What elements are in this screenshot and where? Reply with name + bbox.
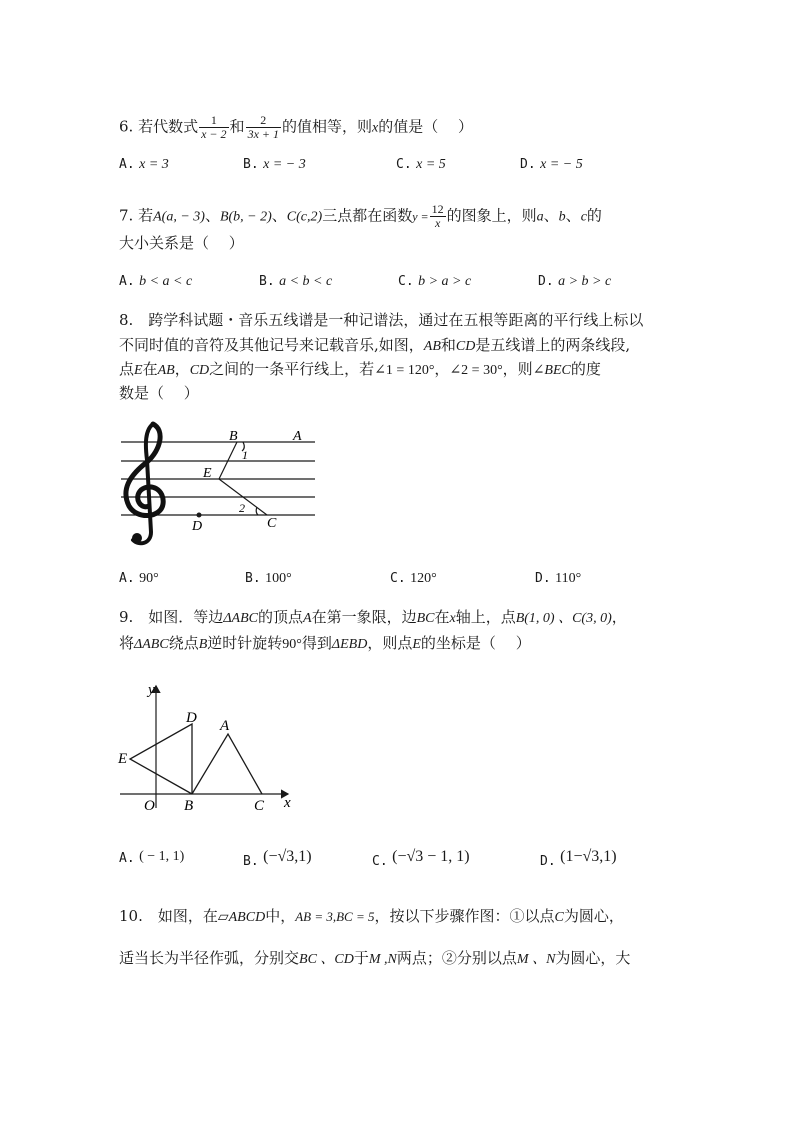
q8-stem-line-4: 数是（ ） [119, 384, 199, 402]
q7-point-b: B(b, − 2) [219, 209, 272, 225]
q8-option-a[interactable] [119, 568, 159, 589]
q7-number: 7. [119, 206, 134, 225]
q7-function-denominator: x [434, 216, 441, 230]
q8-text: 在 [142, 360, 158, 378]
q7-separator: 、 [565, 206, 581, 225]
q8-segment-ab: AB [423, 339, 441, 354]
q7-stem-line-2: 大小关系是（ ） [119, 234, 244, 252]
label-angle-1: 1 [242, 448, 248, 462]
option-label: B. [243, 854, 259, 869]
q6-text-2: 和 [229, 117, 245, 136]
option-text: x = − 3 [263, 157, 306, 172]
label-y: y [148, 682, 155, 698]
q6-text-1: 若代数式 [138, 117, 199, 136]
q8-point-e: E [134, 363, 143, 378]
q9-vertex-b: B [198, 637, 208, 652]
option-label: B. [259, 274, 275, 289]
option-label: A. [119, 157, 135, 172]
label-b: B [229, 429, 238, 444]
q10-parallelogram: ▱ABCD [217, 910, 266, 925]
q10-text: 于 [353, 949, 369, 967]
q9-text: 在第一象限，边 [311, 608, 417, 626]
q8-segment-cd: CD [189, 363, 210, 378]
q8-staff-figure [115, 420, 325, 550]
q7-var-a: a [536, 209, 544, 225]
q9-option-a[interactable] [119, 847, 184, 869]
q10-text: 适当长为半径作弧，分别交 [119, 949, 300, 967]
q10-text: 为圆心， [563, 907, 624, 925]
q6-fraction-2-numerator: 2 [246, 114, 281, 128]
q10-text: ，按以下步骤作图： [374, 907, 510, 925]
q10-text: 为圆心，大 [555, 949, 631, 967]
q9-text: 的坐标是（ ） [420, 634, 531, 652]
q8-segment-ab: AB [157, 363, 175, 378]
option-text: (1−√3,1) [560, 848, 617, 865]
option-label: D. [535, 571, 551, 586]
q6-text-3: 的值相等，则 [282, 117, 373, 136]
q10-points-mn: M 、N [516, 952, 556, 967]
q10-given: AB = 3,BC = 5 [295, 909, 375, 924]
q9-triangle-ebd: ΔEBD [331, 637, 368, 652]
option-text: x = 5 [416, 157, 446, 172]
q10-stem-line-2 [119, 947, 630, 971]
q10-text: 10. 如图，在 [119, 907, 218, 925]
q7-var-b: b [558, 209, 566, 225]
q8-segment-cd: CD [455, 339, 476, 354]
q8-target-angle: ∠BEC [532, 363, 571, 378]
q7-point-a: A(a, − 3) [153, 209, 205, 225]
q9-triangles [130, 724, 262, 794]
q9-triangle-abc: ΔABC [134, 637, 169, 652]
q9-stem-line-2 [119, 632, 531, 656]
q10-points-mn: M ,N [368, 952, 397, 967]
q8-stem-line-2 [119, 334, 630, 358]
q6-variable: x [372, 120, 379, 136]
q6-option-d[interactable] [520, 154, 583, 175]
label-a: A [220, 718, 230, 734]
q8-angle-1: ∠1 = 120° [374, 363, 435, 378]
q9-points: B(1, 0) 、C(3, 0) [515, 611, 612, 626]
option-text: x = 3 [139, 157, 169, 172]
option-label: D. [540, 854, 556, 869]
q7-point-c: C(c,2) [286, 209, 323, 225]
q7-separator: 、 [204, 206, 220, 225]
q9-vertex-e: E [412, 637, 421, 652]
label-e: E [203, 466, 212, 481]
q8-text: ， [434, 360, 450, 378]
triangle-ebd [130, 724, 192, 794]
q8-text: 是五线谱上的两条线段, [475, 336, 631, 354]
q8-text: ， [174, 360, 190, 378]
q9-text: 的顶点 [257, 608, 303, 626]
q10-text: 中， [265, 907, 296, 925]
q9-text: 在 [434, 608, 450, 626]
option-text: x = − 5 [540, 157, 583, 172]
q9-text: 绕点 [168, 634, 199, 652]
q7-text-2: 三点都在函数 [322, 206, 413, 225]
option-label: B. [243, 157, 259, 172]
q9-text: 将 [119, 634, 135, 652]
option-text: b < a < c [139, 274, 193, 289]
q7-text-1: 若 [138, 206, 154, 225]
q7-function-fraction [430, 203, 446, 230]
q8-text: ，则 [502, 360, 533, 378]
q7-text-4: 的 [586, 206, 602, 225]
q6-text-4: 的值是（ ） [378, 117, 474, 136]
option-text: b > a > c [418, 274, 472, 289]
q9-option-d[interactable] [540, 847, 617, 872]
label-o: O [144, 798, 155, 814]
option-label: A. [119, 851, 135, 866]
q7-var-c: c [580, 209, 587, 225]
option-text: a < b < c [279, 274, 333, 289]
label-d: D [186, 710, 197, 726]
q7-option-c[interactable] [398, 271, 471, 292]
q8-angle-2: ∠2 = 30° [449, 363, 503, 378]
q9-coordinate-figure [112, 676, 302, 814]
q7-stem-line-1 [119, 203, 602, 230]
q9-degree: 90° [282, 637, 302, 652]
q9-axis-x: x [449, 611, 456, 626]
q9-vertex-a: A [303, 611, 312, 626]
q7-option-a[interactable] [119, 271, 192, 292]
q9-text: 轴上，点 [455, 608, 516, 626]
triangle-abc [192, 734, 262, 794]
label-c: C [267, 516, 277, 531]
q8-option-b[interactable] [245, 568, 292, 589]
label-e: E [118, 751, 128, 767]
q7-separator: 、 [271, 206, 287, 225]
label-angle-2: 2 [239, 501, 245, 515]
point-d-dot [197, 513, 202, 518]
q8-option-c[interactable] [390, 568, 437, 589]
q8-text: 和 [440, 336, 456, 354]
q9-text: ，则点 [367, 634, 413, 652]
option-text: 100° [265, 571, 292, 586]
q10-text: 两点； [396, 949, 442, 967]
q9-text: 9. 如图．等边 [119, 608, 224, 626]
q10-segments: BC 、CD [299, 952, 354, 967]
label-x: x [284, 795, 291, 811]
option-text: ( − 1, 1) [139, 849, 185, 864]
option-label: B. [245, 571, 261, 586]
q9-axes [120, 686, 288, 808]
q7-option-b[interactable] [259, 271, 332, 292]
q6-fraction-1-denominator: x − 2 [201, 127, 227, 141]
q9-option-b[interactable] [243, 847, 312, 872]
label-a: A [293, 429, 302, 444]
q10-step-1-marker: ① [509, 907, 525, 925]
q8-text: 点 [119, 360, 135, 378]
q9-text: ， [611, 608, 627, 626]
q10-point-c: C [554, 910, 564, 925]
q7-text-3: 的图象上，则 [446, 206, 537, 225]
option-label: C. [372, 854, 388, 869]
option-text: 120° [410, 571, 437, 586]
option-label: A. [119, 274, 135, 289]
q8-text: 之间的一条平行线上，若 [209, 360, 375, 378]
q10-step-2-marker: ② [441, 949, 457, 967]
option-label: C. [390, 571, 406, 586]
q9-text: 得到 [301, 634, 332, 652]
option-text: a > b > c [558, 274, 612, 289]
q7-separator: 、 [543, 206, 559, 225]
label-c: C [254, 798, 265, 814]
option-text: 110° [555, 571, 582, 586]
option-label: C. [396, 157, 412, 172]
q10-text: 以点 [524, 907, 555, 925]
q6-fraction-2 [246, 114, 281, 141]
q7-function-y: y = [412, 209, 429, 224]
q10-text: 分别以点 [456, 949, 517, 967]
option-label: C. [398, 274, 414, 289]
q6-option-b[interactable] [243, 154, 306, 175]
option-label: D. [520, 157, 536, 172]
option-label: A. [119, 571, 135, 586]
q9-triangle-abc: ΔABC [223, 611, 258, 626]
label-b: B [184, 798, 194, 814]
option-text: (−√3,1) [263, 848, 312, 865]
label-d: D [192, 519, 203, 534]
q6-option-c[interactable] [396, 154, 446, 175]
q6-fraction-2-denominator: 3x + 1 [247, 127, 279, 141]
q8-text: 不同时值的音符及其他记号来记载音乐,如图， [119, 336, 424, 354]
option-text: (−√3 − 1, 1) [392, 848, 470, 865]
q9-text: 逆时针旋转 [207, 634, 283, 652]
option-text: 90° [139, 571, 159, 586]
q8-stem-line-1: 8. 跨学科试题・音乐五线谱是一种记谱法，通过在五根等距离的平行线上标以 [119, 311, 644, 329]
q6-number: 6. [119, 117, 134, 136]
q6-fraction-1 [199, 114, 228, 141]
q7-option-d[interactable] [538, 271, 611, 292]
q6-option-a[interactable] [119, 154, 169, 175]
q6-stem [119, 114, 473, 141]
option-label: D. [538, 274, 554, 289]
q8-option-d[interactable] [535, 568, 581, 589]
q10-stem-line-1 [119, 905, 624, 929]
q9-option-c[interactable] [372, 847, 470, 872]
q8-text: 的度 [570, 360, 601, 378]
q9-stem-line-1 [119, 606, 627, 630]
q6-fraction-1-numerator: 1 [199, 114, 228, 128]
q9-side-bc: BC [416, 611, 435, 626]
q7-function-numerator: 12 [431, 202, 444, 216]
q8-stem-line-3 [119, 358, 601, 382]
